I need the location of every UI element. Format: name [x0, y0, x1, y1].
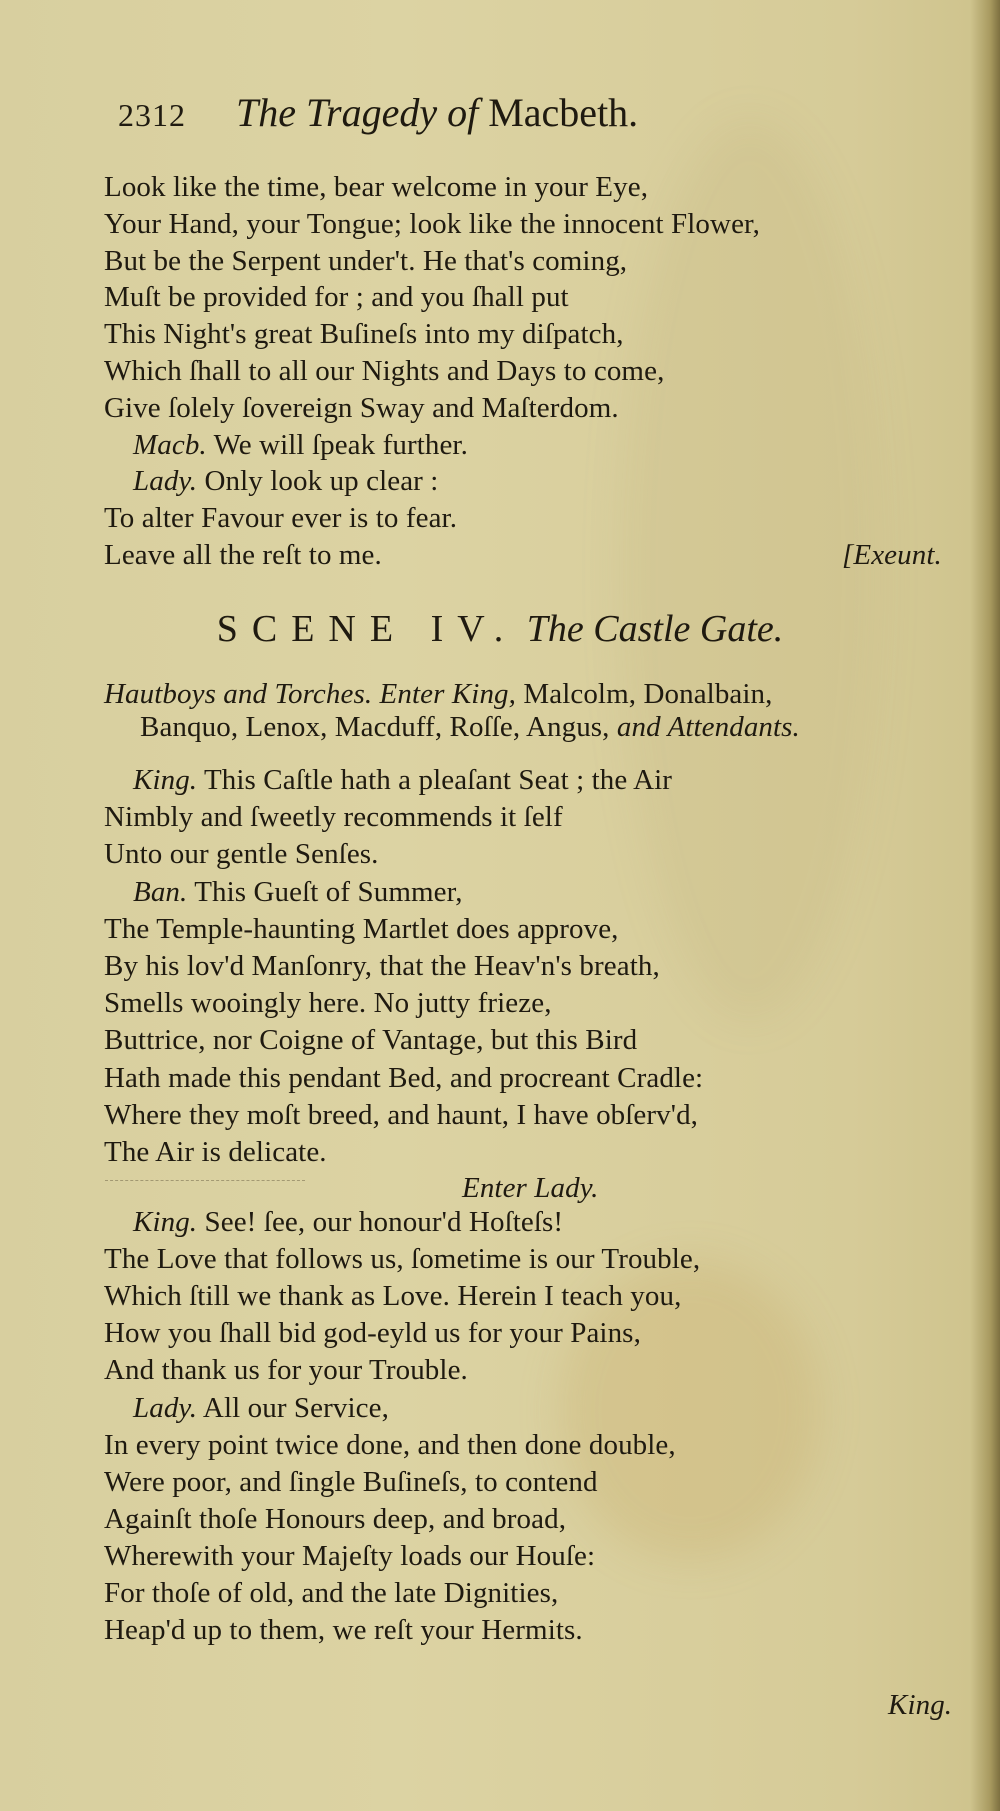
text: All our Service, — [197, 1391, 389, 1424]
text-line — [104, 241, 627, 281]
text: Hath made this pendant Bed, and procreant Cradle: — [104, 1061, 704, 1094]
italic-text: King. — [133, 1206, 198, 1238]
italic-text: Lady. — [133, 1391, 198, 1424]
text: The Love that follows us, ſometime is our Trouble, — [104, 1243, 701, 1276]
text-line — [104, 1058, 703, 1098]
text-line — [104, 1132, 327, 1172]
text-line — [104, 797, 563, 837]
text: This Caſtle hath a pleaſant Seat ; the Air — [197, 764, 673, 796]
text-line — [133, 1388, 389, 1428]
text: Banquo, Lenox, Macduff, Roſſe, Angus, — [140, 711, 617, 743]
text: This Night's great Buſineſs into my diſpatch, — [104, 318, 624, 351]
text: Smells wooingly here. No jutty frieze, — [104, 987, 552, 1020]
text-line — [140, 707, 800, 747]
text: Your Hand, your Tongue; look like the innocent Flower, — [104, 207, 760, 240]
text-line — [133, 760, 672, 800]
text-line — [104, 1462, 598, 1502]
text-line — [104, 1610, 583, 1650]
text-line — [104, 1313, 641, 1353]
running-header — [118, 88, 638, 140]
text-line — [104, 946, 660, 986]
text: Give ſolely ſovereign Sway and Maſterdom. — [104, 391, 619, 424]
text: Leave all the reſt to me. — [104, 539, 382, 571]
text: Look like the time, bear welcome in your Eye, — [104, 171, 649, 203]
text: To alter Favour ever is to fear. — [104, 502, 458, 535]
text-line — [104, 1350, 468, 1390]
text-line — [133, 425, 468, 465]
text-line — [104, 204, 760, 244]
text: This Gueſt of Summer, — [187, 875, 463, 908]
text: But be the Serpent under't. He that's coming, — [104, 244, 628, 277]
text-line — [104, 535, 382, 575]
catchword: King. — [888, 1689, 953, 1721]
text-line — [104, 167, 648, 207]
header-title-italic: The Tragedy of — [236, 90, 479, 135]
text-line — [104, 1276, 681, 1316]
text-line — [104, 1020, 637, 1060]
scene-number: SCENE IV. — [216, 608, 518, 650]
text: Unto our gentle Senſes. — [104, 838, 379, 871]
stage-direction-exeunt: [Exeunt. — [842, 539, 942, 571]
text-line — [104, 351, 664, 391]
text: Muſt be provided for ; and you ſhall put — [104, 281, 569, 314]
text-line — [133, 461, 438, 501]
text: Buttrice, nor Coigne of Vantage, but this Bird — [104, 1024, 638, 1057]
text: See! ſee, our honour'd Hoſteſs! — [197, 1206, 564, 1238]
text-line — [104, 388, 619, 428]
faint-rule — [105, 1180, 305, 1181]
italic-text: Ban. — [133, 875, 188, 908]
text-line — [104, 314, 624, 354]
text-line — [104, 1499, 566, 1539]
text: Malcolm, Donalbain, — [516, 678, 773, 710]
text-line — [104, 1536, 595, 1576]
text: The Temple-haunting Martlet does approve, — [104, 912, 619, 945]
text: And thank us for your Trouble. — [104, 1354, 468, 1387]
text-line — [104, 909, 619, 949]
text: How you ſhall bid god-eyld us for your Pains, — [104, 1317, 641, 1350]
show-through-shadow — [620, 120, 880, 1020]
text-line — [104, 1573, 558, 1613]
text-line — [104, 983, 552, 1023]
text-line — [133, 1202, 563, 1242]
text: Heap'd up to them, we reſt your Hermits. — [104, 1614, 583, 1647]
scene-location: The Castle Gate. — [526, 608, 784, 650]
text-line — [104, 1425, 676, 1465]
text-line — [104, 1239, 700, 1279]
text: Were poor, and ſingle Buſineſs, to contend — [104, 1465, 598, 1498]
text: Which ſhall to all our Nights and Days to come, — [104, 355, 665, 387]
scene-heading — [0, 604, 1000, 654]
italic-text: Hautboys and Torches. Enter King, — [104, 678, 516, 710]
text: Where they moſt breed, and haunt, I have obſerv'd, — [104, 1098, 699, 1131]
italic-text: and Attendants. — [616, 711, 800, 743]
text: The Air is delicate. — [104, 1136, 327, 1168]
text: Nimbly and ſweetly recommends it ſelf — [104, 801, 563, 834]
text: We will ſpeak further. — [206, 428, 468, 461]
stage-direction-enter-lady: Enter Lady. — [462, 1172, 599, 1204]
text: Only look up clear : — [197, 465, 439, 498]
text: Againſt thoſe Honours deep, and broad, — [104, 1502, 567, 1535]
italic-text: Lady. — [133, 465, 198, 498]
text-line — [104, 498, 457, 538]
text: Wherewith your Majeſty loads our Houſe: — [104, 1539, 596, 1572]
text: For thoſe of old, and the late Dignities, — [104, 1577, 559, 1609]
text: Which ſtill we thank as Love. Herein I teach you, — [104, 1280, 682, 1313]
header-title-roman: Macbeth. — [488, 90, 639, 135]
text-line — [104, 1095, 698, 1135]
text-line — [104, 834, 379, 874]
text: In every point twice done, and then done double, — [104, 1428, 676, 1461]
italic-text: King. — [133, 764, 198, 796]
text-line — [104, 277, 569, 317]
italic-text: Macb. — [133, 428, 207, 461]
text-line — [133, 872, 463, 912]
page-number: 2312 — [118, 97, 186, 133]
text: By his lov'd Manſonry, that the Heav'n's breath, — [104, 950, 660, 982]
